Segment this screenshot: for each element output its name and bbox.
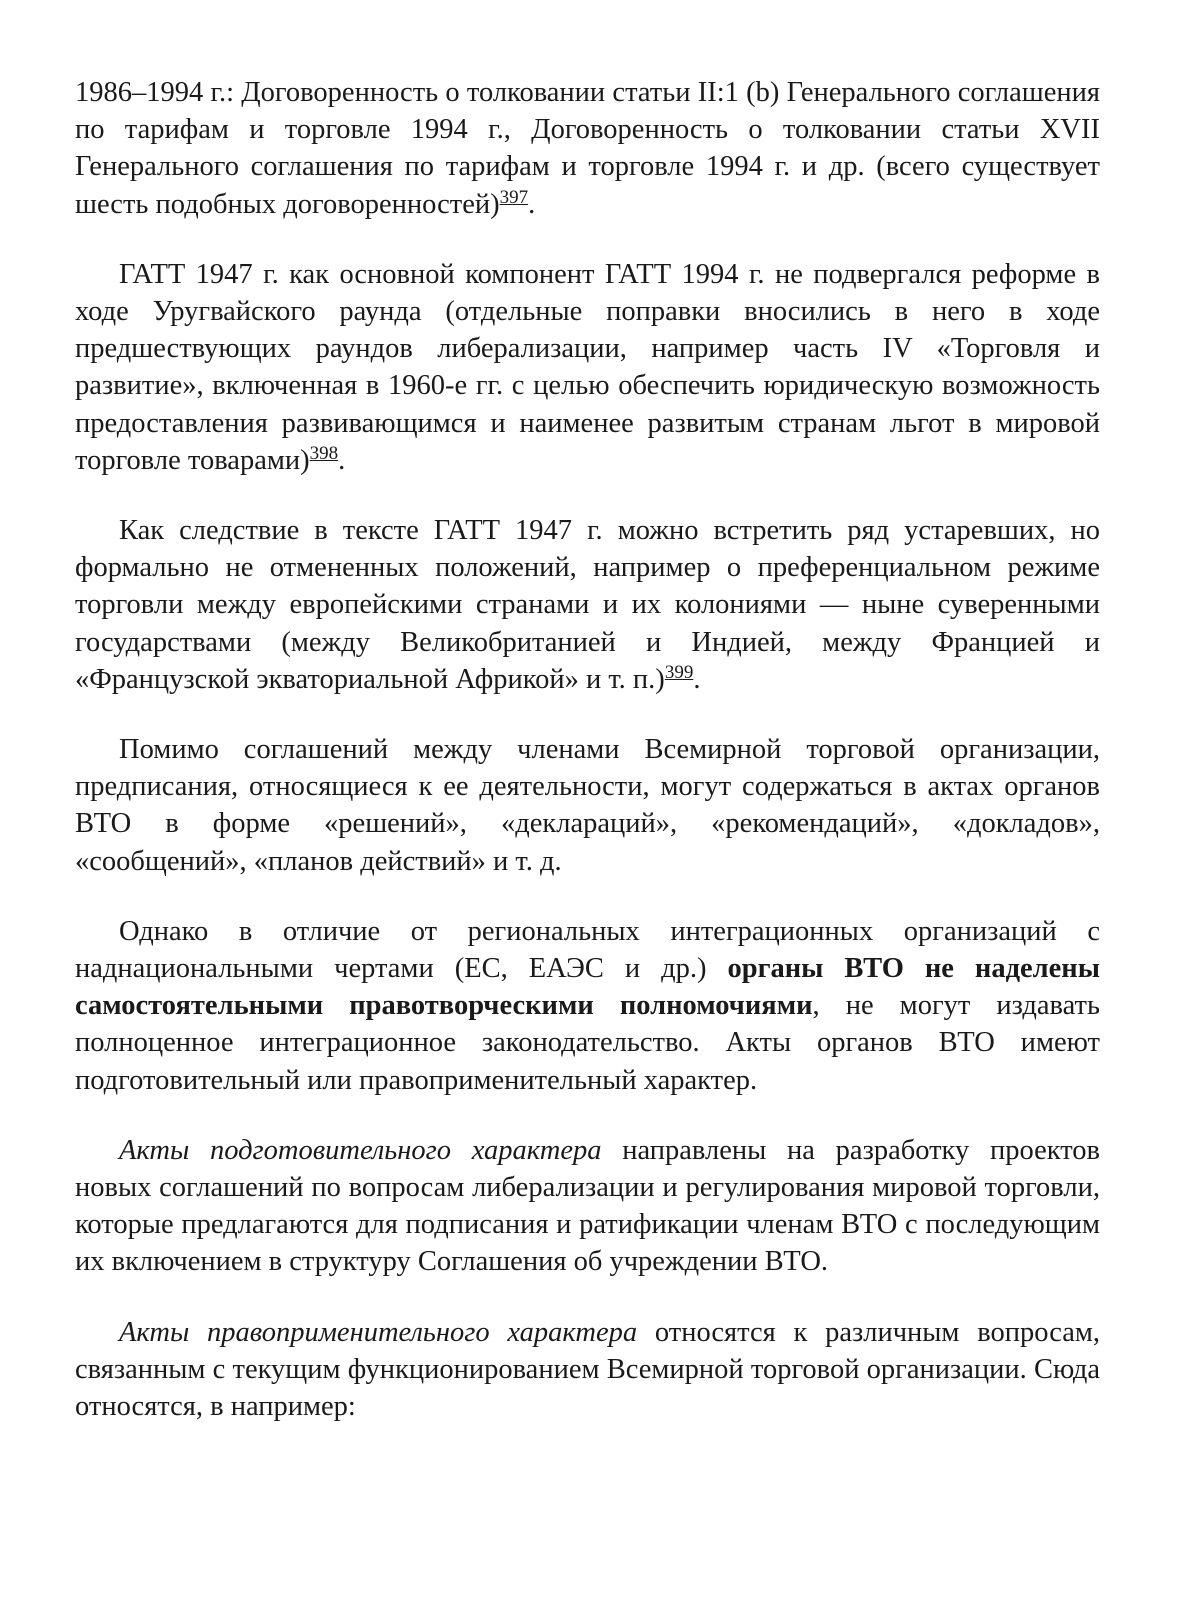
bold-emphasis: органы ВТО не наделены самостоятельными правотворческими полномочиями [75,953,1100,1022]
text-run: направлены на разработку проектов новых соглашений по вопросам либерализации и регулирования мировой торговли, которые предлагаются для подписания и ратификации членам ВТО с последующим их включением в структуру Соглашения об учреждении ВТО. [75,1134,1100,1278]
document-page [75,74,1100,1458]
text-run: . [338,444,346,476]
text-run: ГАТТ 1947 г. как основной компонент ГАТТ 1994 г. не подвергался реформе в ходе Уругвайского раунда (отдельные поправки вносились в него в ходе предшествующих раундов либерализации, например часть IV «Торговля и развитие», включенная в 1960-е гг. с целью обеспечить юридическую возможность предоставления развивающимся и наименее развитым странам льгот в мировой торговле товарами) [75,258,1100,476]
text-run: , не могут издавать полноценное интеграционное законодательство. Акты органов ВТО имеют подготовительный или правоприменительный характер. [75,990,1101,1096]
footnote-ref-398[interactable]: 398 [309,442,339,464]
paragraph-6 [75,1132,1100,1281]
text-run: относятся к различным вопросам, связанным с текущим функционированием Всемирной торговой организации. Сюда относятся, в например: [75,1316,1100,1423]
footnote-ref-399[interactable]: 399 [664,661,694,683]
footnote-ref-397[interactable]: 397 [499,186,529,208]
text-run: Однако в отличие от региональных интеграционных организаций с наднациональными чертами (ЕС, ЕАЭС и др.) [75,915,1100,985]
text-run: 1986–1994 г.: Договоренность о толковании статьи II:1 (b) Генерального соглашения по тарифам и торговле 1994 г., Договоренность о толковании статьи XVII Генерального соглашения по тарифам и торговле 1994 г. и др. (всего существует шесть подобных договоренностей) [75,77,1100,220]
paragraph-4 [75,731,1100,880]
text-run: . [693,663,701,695]
text-run: Помимо соглашений между членами Всемирной торговой организации, предписания, относящиеся к ее деятельности, могут содержаться в актах органов ВТО в форме «решений», «деклараций», «рекомендаций», «докладов», «сообщений», «планов действий» и т. д. [75,734,1100,877]
text-run: . [528,188,536,220]
italic-term: Акты правоприменительного характера [119,1316,638,1348]
paragraph-7 [75,1314,1100,1426]
paragraph-3 [75,512,1100,698]
text-run: Как следствие в тексте ГАТТ 1947 г. можно встретить ряд устаревших, но формально не отмененных положений, например о преференциальном режиме торговли между европейскими странами и их колониями — ныне суверенными государствами (между Великобританией и Индией, между Францией и «Французской экваториальной Африкой» и т. п.) [75,515,1100,695]
paragraph-5 [75,913,1100,1099]
paragraph-2 [75,256,1100,479]
italic-term: Акты подготовительного характера [119,1134,602,1166]
paragraph-1 [75,74,1100,223]
